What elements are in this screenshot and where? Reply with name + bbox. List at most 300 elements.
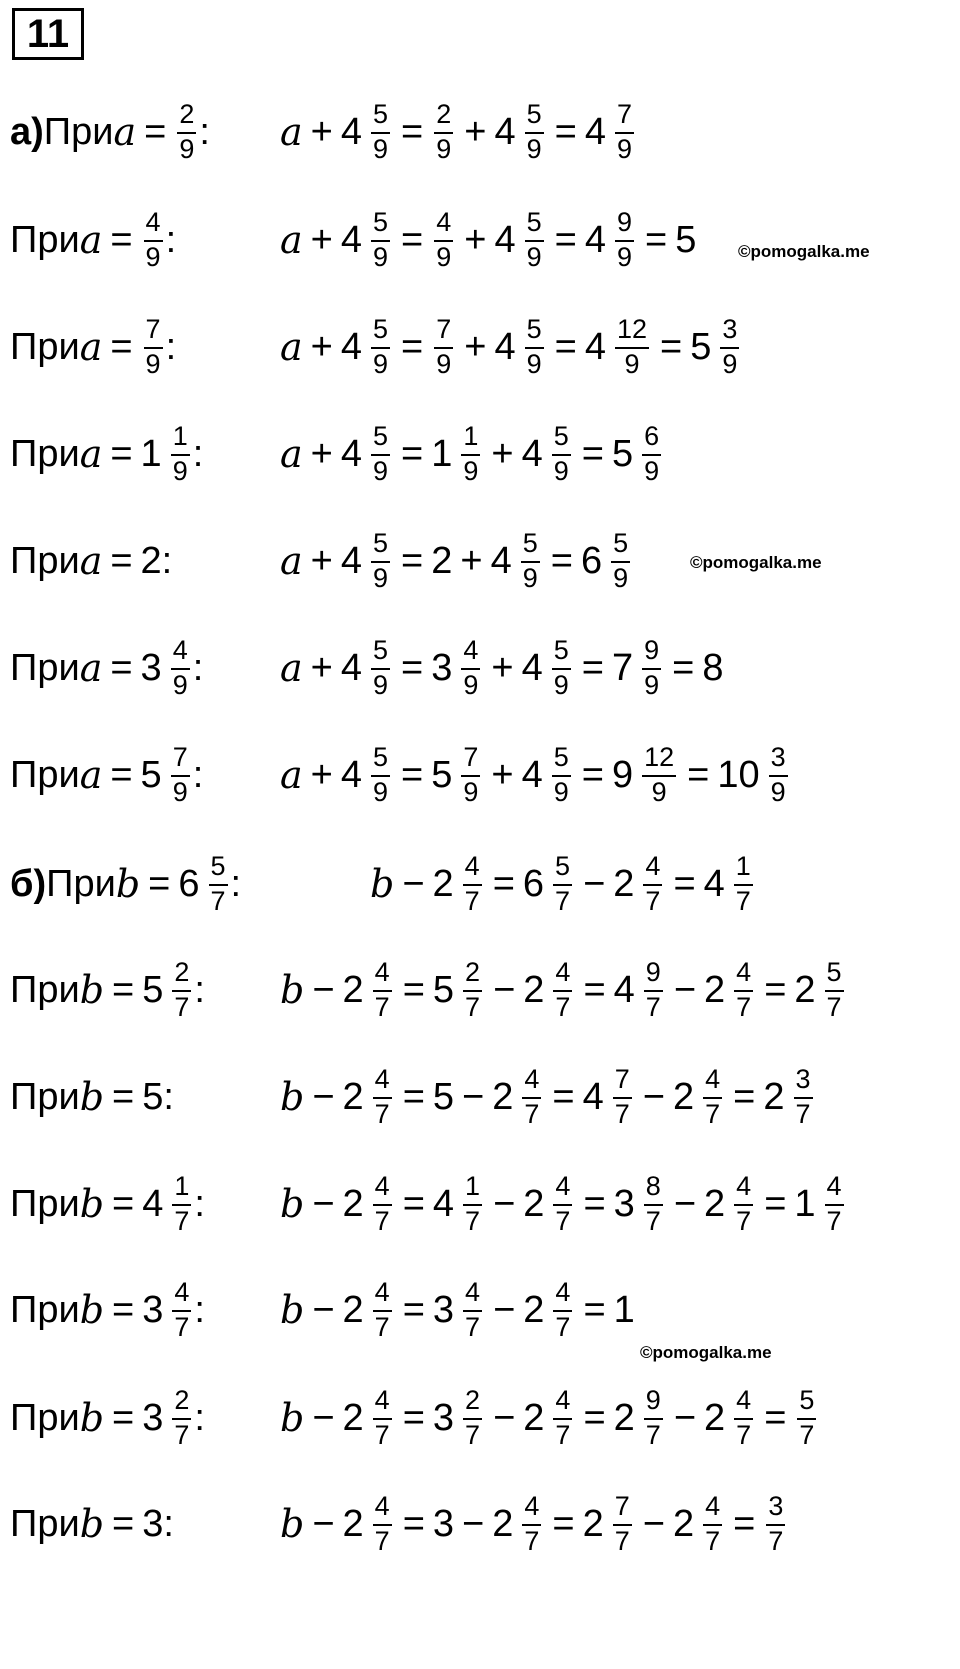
operator: = bbox=[554, 325, 577, 368]
fraction-denominator: 7 bbox=[555, 885, 571, 916]
fraction bbox=[552, 634, 571, 700]
fraction bbox=[373, 1063, 392, 1129]
fraction bbox=[644, 956, 663, 1022]
operator: − bbox=[493, 1396, 516, 1439]
fraction bbox=[734, 956, 753, 1022]
operator: − bbox=[462, 1075, 485, 1118]
fraction-denominator: 7 bbox=[465, 1419, 481, 1450]
fraction-numerator: 2 bbox=[177, 101, 196, 134]
mixed-number bbox=[703, 850, 756, 916]
fraction-denominator: 9 bbox=[616, 241, 633, 272]
operator: − bbox=[493, 1182, 516, 1225]
operator: − bbox=[583, 862, 606, 905]
whole-part: 10 bbox=[717, 753, 760, 796]
fraction bbox=[553, 956, 572, 1022]
fraction bbox=[613, 1490, 632, 1556]
fraction-numerator: 7 bbox=[434, 316, 453, 349]
variable: b bbox=[79, 1502, 105, 1546]
variable: b bbox=[280, 1075, 305, 1119]
fraction bbox=[642, 634, 661, 700]
whole-part: 3 bbox=[431, 646, 453, 689]
mixed-number bbox=[523, 1276, 575, 1342]
operator: − bbox=[493, 1288, 516, 1331]
mixed-number bbox=[178, 850, 230, 916]
variable: a bbox=[280, 432, 303, 476]
mixed-number bbox=[673, 1063, 725, 1129]
fraction-numerator: 4 bbox=[553, 1173, 572, 1206]
whole-part: 2 bbox=[523, 1182, 545, 1225]
text: 1 bbox=[613, 1288, 635, 1331]
whole-part: 2 bbox=[492, 1502, 514, 1545]
equation-line bbox=[10, 1484, 784, 1564]
fraction-denominator: 9 bbox=[522, 562, 538, 593]
fraction-denominator: 9 bbox=[373, 348, 389, 379]
fraction-denominator: 7 bbox=[174, 1205, 190, 1236]
fraction bbox=[434, 313, 453, 379]
text: : bbox=[192, 646, 204, 689]
whole-part: 2 bbox=[613, 1396, 635, 1439]
mixed-number bbox=[140, 741, 193, 807]
operator: = bbox=[583, 1288, 606, 1331]
line-expression bbox=[280, 414, 664, 494]
line-expression bbox=[280, 735, 791, 815]
equation-line bbox=[10, 735, 786, 815]
fraction-numerator: 4 bbox=[825, 1173, 844, 1206]
text: 8 bbox=[702, 646, 724, 689]
equation-line bbox=[10, 414, 660, 494]
mixed-number bbox=[432, 1170, 485, 1236]
operator: = bbox=[112, 968, 135, 1011]
operator: = bbox=[764, 1396, 787, 1439]
operator: = bbox=[581, 753, 604, 796]
exercise-number: 11 bbox=[26, 12, 70, 56]
fraction bbox=[521, 527, 540, 593]
fraction-numerator: 4 bbox=[643, 853, 662, 886]
text: При bbox=[10, 646, 80, 689]
fraction-numerator: 4 bbox=[172, 1279, 191, 1312]
fraction-denominator: 9 bbox=[526, 241, 542, 272]
whole-part: 2 bbox=[763, 1075, 785, 1118]
part-label: а) bbox=[10, 110, 44, 153]
whole-part: 6 bbox=[580, 539, 603, 582]
fraction-numerator: 5 bbox=[371, 423, 390, 456]
mixed-number bbox=[584, 98, 637, 164]
fraction bbox=[615, 313, 649, 379]
fraction-numerator: 4 bbox=[703, 1066, 722, 1099]
text: 5 bbox=[432, 1075, 455, 1118]
fraction-numerator: 5 bbox=[371, 316, 390, 349]
fraction-denominator: 9 bbox=[436, 133, 452, 164]
operator: = bbox=[581, 432, 604, 475]
fraction-numerator: 3 bbox=[766, 1493, 785, 1526]
operator: − bbox=[642, 1502, 665, 1545]
line-label bbox=[10, 98, 210, 164]
mixed-number bbox=[492, 1063, 544, 1129]
whole-part: 5 bbox=[690, 325, 712, 368]
fraction-denominator: 7 bbox=[645, 1205, 661, 1236]
variable: a bbox=[280, 110, 303, 154]
fraction-denominator: 9 bbox=[373, 562, 389, 593]
variable: b bbox=[370, 862, 395, 906]
mixed-number bbox=[704, 1170, 756, 1236]
operator: = bbox=[401, 218, 424, 261]
mixed-number bbox=[432, 1276, 485, 1342]
operator: = bbox=[402, 1288, 425, 1331]
whole-part: 4 bbox=[340, 432, 362, 475]
mixed-number bbox=[342, 1276, 395, 1342]
mixed-number bbox=[342, 1063, 395, 1129]
mixed-number bbox=[494, 206, 546, 272]
fraction-numerator: 4 bbox=[463, 1279, 482, 1312]
fraction-denominator: 9 bbox=[613, 562, 629, 593]
operator: = bbox=[583, 1182, 606, 1225]
fraction-numerator: 7 bbox=[615, 101, 634, 134]
fraction-denominator: 7 bbox=[826, 1205, 842, 1236]
variable: a bbox=[79, 646, 103, 690]
fraction-numerator: 2 bbox=[172, 1387, 191, 1420]
variable: a bbox=[280, 218, 303, 262]
fraction-denominator: 7 bbox=[768, 1525, 784, 1556]
variable: a bbox=[79, 432, 103, 476]
whole-part: 3 bbox=[140, 646, 162, 689]
fraction-denominator: 7 bbox=[374, 1419, 390, 1450]
fraction-denominator: 9 bbox=[616, 133, 633, 164]
variable: a bbox=[113, 110, 137, 154]
text: : bbox=[199, 110, 210, 153]
fraction-numerator: 4 bbox=[734, 1173, 753, 1206]
text: : bbox=[194, 1396, 205, 1439]
fraction-denominator: 9 bbox=[722, 348, 738, 379]
line-label bbox=[10, 539, 172, 583]
operator: = bbox=[402, 1396, 425, 1439]
fraction bbox=[615, 206, 634, 272]
fraction-denominator: 7 bbox=[465, 1311, 481, 1342]
fraction bbox=[552, 741, 571, 807]
watermark: ©pomogalka.me bbox=[738, 242, 870, 261]
operator: = bbox=[144, 110, 167, 153]
whole-part: 2 bbox=[704, 1396, 726, 1439]
operator: = bbox=[112, 1288, 135, 1331]
fraction bbox=[644, 1170, 663, 1236]
mixed-number bbox=[522, 850, 575, 916]
whole-part: 4 bbox=[340, 218, 362, 261]
operator: + bbox=[464, 325, 487, 368]
text: 2: bbox=[140, 539, 173, 582]
mixed-number bbox=[611, 420, 664, 486]
fraction bbox=[522, 1063, 541, 1129]
whole-part: 9 bbox=[611, 753, 634, 796]
line-expression bbox=[280, 1378, 819, 1458]
fraction-denominator: 9 bbox=[526, 133, 542, 164]
fraction bbox=[461, 420, 480, 486]
text: 3 bbox=[432, 1502, 455, 1545]
fraction-numerator: 5 bbox=[553, 853, 572, 886]
mixed-number bbox=[763, 1063, 815, 1129]
fraction bbox=[463, 956, 482, 1022]
text: 5 bbox=[675, 218, 697, 261]
fraction bbox=[371, 527, 390, 593]
line-label bbox=[10, 956, 205, 1022]
fraction-denominator: 9 bbox=[770, 776, 786, 807]
fraction-numerator: 4 bbox=[703, 1493, 722, 1526]
mixed-number bbox=[613, 1384, 666, 1450]
whole-part: 4 bbox=[494, 218, 516, 261]
line-expression bbox=[280, 950, 847, 1030]
text: При bbox=[10, 968, 80, 1011]
fraction-numerator: 12 bbox=[615, 316, 649, 349]
fraction bbox=[172, 1170, 191, 1236]
whole-part: 2 bbox=[342, 968, 364, 1011]
variable: b bbox=[79, 1075, 105, 1119]
mixed-number bbox=[613, 850, 665, 916]
fraction bbox=[171, 634, 190, 700]
operator: = bbox=[402, 968, 425, 1011]
operator: − bbox=[402, 862, 425, 905]
equation-line bbox=[10, 1057, 811, 1137]
fraction bbox=[461, 741, 480, 807]
fraction-denominator: 7 bbox=[826, 991, 842, 1022]
fraction-denominator: 7 bbox=[736, 991, 752, 1022]
text: : bbox=[192, 432, 204, 475]
operator: + bbox=[491, 646, 514, 689]
operator: = bbox=[581, 646, 604, 689]
variable: a bbox=[280, 539, 303, 583]
mixed-number bbox=[340, 420, 393, 486]
whole-part: 4 bbox=[340, 110, 362, 153]
operator: − bbox=[312, 1288, 335, 1331]
fraction-numerator: 4 bbox=[734, 1387, 753, 1420]
fraction bbox=[463, 1276, 482, 1342]
whole-part: 2 bbox=[342, 1502, 364, 1545]
fraction-numerator: 8 bbox=[644, 1173, 663, 1206]
whole-part: 2 bbox=[342, 1182, 364, 1225]
fraction-denominator: 7 bbox=[555, 1311, 571, 1342]
fraction bbox=[825, 956, 844, 1022]
operator: = bbox=[733, 1075, 756, 1118]
fraction-numerator: 5 bbox=[825, 959, 844, 992]
line-label bbox=[10, 1384, 205, 1450]
fraction-denominator: 9 bbox=[526, 348, 542, 379]
line-expression bbox=[370, 844, 756, 924]
mixed-number bbox=[704, 956, 756, 1022]
fraction-denominator: 7 bbox=[374, 1311, 390, 1342]
operator: + bbox=[310, 646, 333, 689]
whole-part: 4 bbox=[613, 968, 635, 1011]
fraction-numerator: 7 bbox=[461, 744, 480, 777]
fraction-denominator: 9 bbox=[463, 455, 479, 486]
fraction-numerator: 5 bbox=[209, 853, 228, 886]
fraction bbox=[525, 313, 544, 379]
fraction-denominator: 7 bbox=[645, 885, 661, 916]
text: 3: bbox=[142, 1502, 174, 1545]
fraction-numerator: 4 bbox=[553, 959, 572, 992]
text: : bbox=[194, 1182, 205, 1225]
whole-part: 6 bbox=[178, 862, 200, 905]
text: При bbox=[10, 325, 80, 368]
fraction bbox=[644, 1384, 663, 1450]
mixed-number bbox=[140, 420, 193, 486]
operator: − bbox=[462, 1502, 485, 1545]
whole-part: 5 bbox=[142, 968, 164, 1011]
equation-line bbox=[10, 307, 738, 387]
operator: = bbox=[687, 753, 710, 796]
fraction-denominator: 7 bbox=[736, 1205, 752, 1236]
whole-part: 4 bbox=[340, 325, 362, 368]
mixed-number bbox=[142, 1276, 194, 1342]
whole-part: 5 bbox=[611, 432, 634, 475]
mixed-number bbox=[340, 741, 393, 807]
fraction-denominator: 9 bbox=[651, 776, 667, 807]
whole-part: 3 bbox=[432, 1396, 455, 1439]
fraction-numerator: 9 bbox=[644, 1387, 663, 1420]
fraction-denominator: 9 bbox=[373, 455, 389, 486]
watermark: ©pomogalka.me bbox=[690, 553, 822, 572]
fraction-numerator: 4 bbox=[171, 637, 190, 670]
fraction-denominator: 9 bbox=[145, 241, 161, 272]
whole-part: 2 bbox=[673, 1502, 695, 1545]
whole-part: 2 bbox=[673, 1075, 695, 1118]
mixed-number bbox=[342, 956, 395, 1022]
fraction-denominator: 7 bbox=[174, 1419, 190, 1450]
text: При bbox=[10, 539, 80, 582]
whole-part: 4 bbox=[494, 325, 516, 368]
fraction bbox=[769, 741, 788, 807]
mixed-number bbox=[432, 850, 485, 916]
whole-part: 1 bbox=[140, 432, 162, 475]
operator: = bbox=[764, 968, 787, 1011]
mixed-number bbox=[140, 634, 193, 700]
fraction-denominator: 7 bbox=[465, 991, 481, 1022]
line-label bbox=[10, 634, 204, 700]
whole-part: 4 bbox=[490, 539, 512, 582]
equation-line bbox=[10, 1378, 815, 1458]
whole-part: 4 bbox=[340, 753, 362, 796]
fraction-numerator: 12 bbox=[642, 744, 676, 777]
fraction-numerator: 4 bbox=[144, 209, 163, 242]
fraction-denominator: 7 bbox=[374, 991, 390, 1022]
fraction-numerator: 4 bbox=[522, 1493, 541, 1526]
fraction bbox=[553, 850, 572, 916]
equation-line bbox=[10, 1270, 635, 1350]
fraction-numerator: 5 bbox=[371, 101, 390, 134]
operator: − bbox=[312, 1075, 335, 1118]
fraction bbox=[144, 206, 163, 272]
fraction-numerator: 5 bbox=[525, 209, 544, 242]
text: 2 bbox=[431, 539, 453, 582]
whole-part: 4 bbox=[521, 646, 543, 689]
fraction-denominator: 9 bbox=[373, 669, 389, 700]
fraction-numerator: 5 bbox=[552, 423, 571, 456]
whole-part: 4 bbox=[584, 218, 606, 261]
fraction-numerator: 3 bbox=[769, 744, 788, 777]
fraction-denominator: 9 bbox=[463, 776, 479, 807]
operator: + bbox=[310, 110, 333, 153]
variable: b bbox=[79, 1288, 105, 1332]
whole-part: 1 bbox=[431, 432, 453, 475]
operator: − bbox=[673, 1182, 697, 1225]
whole-part: 5 bbox=[431, 753, 453, 796]
fraction-denominator: 7 bbox=[705, 1098, 721, 1129]
fraction-numerator: 2 bbox=[172, 959, 191, 992]
whole-part: 2 bbox=[582, 1502, 604, 1545]
fraction-denominator: 7 bbox=[174, 991, 190, 1022]
operator: = bbox=[402, 1502, 425, 1545]
operator: = bbox=[112, 1182, 135, 1225]
fraction-numerator: 4 bbox=[734, 959, 753, 992]
operator: = bbox=[583, 968, 606, 1011]
mixed-number bbox=[690, 313, 742, 379]
variable: b bbox=[280, 968, 305, 1012]
operator: = bbox=[492, 862, 515, 905]
fraction-denominator: 7 bbox=[555, 991, 571, 1022]
mixed-number bbox=[431, 741, 483, 807]
operator: + bbox=[310, 325, 333, 368]
fraction-numerator: 5 bbox=[521, 530, 540, 563]
fraction-numerator: 7 bbox=[613, 1066, 632, 1099]
fraction-denominator: 9 bbox=[436, 241, 452, 272]
line-label bbox=[10, 420, 204, 486]
fraction-denominator: 7 bbox=[555, 1205, 571, 1236]
variable: a bbox=[280, 646, 303, 690]
operator: = bbox=[110, 539, 133, 582]
operator: = bbox=[554, 218, 577, 261]
whole-part: 4 bbox=[340, 539, 362, 582]
text: : bbox=[192, 753, 204, 796]
fraction-denominator: 7 bbox=[795, 1098, 811, 1129]
fraction bbox=[371, 98, 390, 164]
line-expression bbox=[280, 92, 637, 172]
fraction bbox=[373, 1490, 392, 1556]
fraction-numerator: 5 bbox=[371, 530, 390, 563]
watermark: ©pomogalka.me bbox=[640, 1343, 772, 1362]
fraction-denominator: 9 bbox=[172, 776, 188, 807]
operator: − bbox=[642, 1075, 665, 1118]
line-label bbox=[10, 1502, 174, 1546]
operator: − bbox=[312, 1502, 335, 1545]
whole-part: 3 bbox=[613, 1182, 635, 1225]
fraction-denominator: 7 bbox=[614, 1098, 630, 1129]
fraction bbox=[172, 1276, 191, 1342]
whole-part: 4 bbox=[582, 1075, 604, 1118]
operator: − bbox=[673, 968, 697, 1011]
fraction bbox=[794, 1063, 813, 1129]
text: При bbox=[46, 862, 116, 905]
fraction-denominator: 7 bbox=[524, 1525, 540, 1556]
mixed-number bbox=[494, 98, 546, 164]
line-label bbox=[10, 1170, 205, 1236]
fraction bbox=[463, 1384, 482, 1450]
operator: = bbox=[401, 539, 424, 582]
fraction-numerator: 4 bbox=[373, 1066, 392, 1099]
variable: b bbox=[280, 1288, 305, 1332]
operator: + bbox=[460, 539, 483, 582]
fraction bbox=[553, 1170, 572, 1236]
text: При bbox=[10, 432, 80, 475]
mixed-number bbox=[521, 741, 574, 807]
fraction-denominator: 7 bbox=[374, 1098, 390, 1129]
variable: a bbox=[280, 753, 303, 797]
fraction bbox=[522, 1490, 541, 1556]
mixed-number bbox=[582, 1490, 635, 1556]
fraction-numerator: 2 bbox=[463, 1387, 482, 1420]
fraction-numerator: 1 bbox=[171, 423, 190, 456]
fraction-denominator: 9 bbox=[553, 776, 569, 807]
operator: + bbox=[310, 539, 333, 582]
mixed-number bbox=[340, 206, 393, 272]
mixed-number bbox=[673, 1490, 725, 1556]
fraction-numerator: 1 bbox=[734, 853, 753, 886]
whole-part: 2 bbox=[704, 1182, 726, 1225]
